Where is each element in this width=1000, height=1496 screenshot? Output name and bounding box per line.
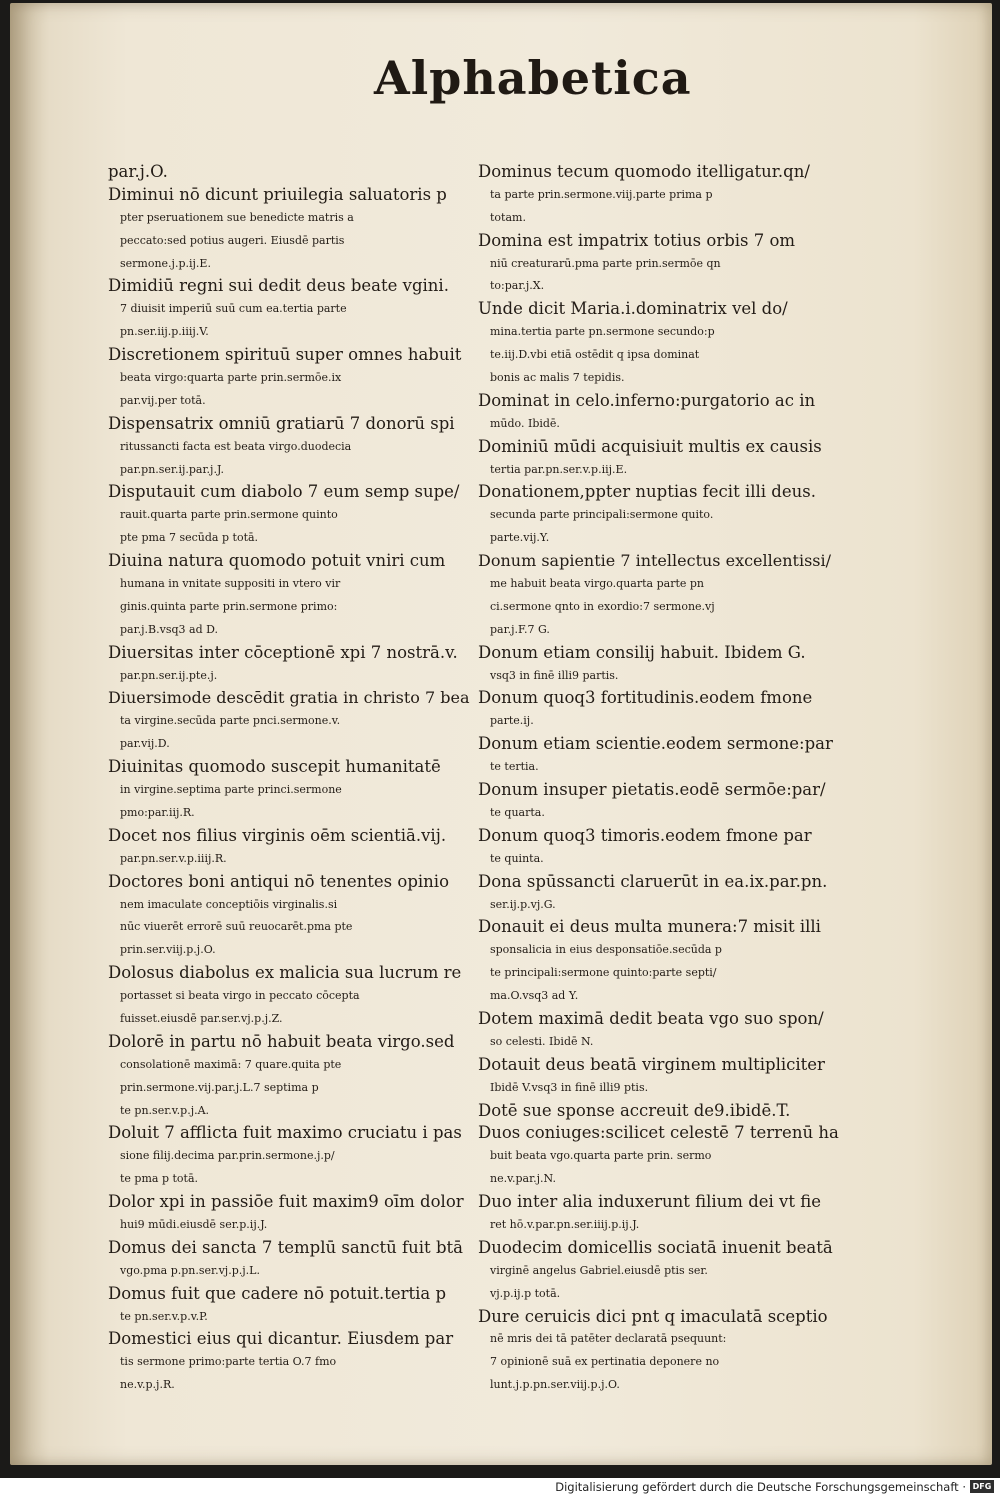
entry-continuation: te pn.ser.v.p.j.A. bbox=[120, 1103, 210, 1117]
entry-headline: Duos coniuges:scilicet celestē 7 terrenū ha bbox=[478, 1123, 839, 1143]
index-entry bbox=[478, 779, 840, 825]
entry-headline: Unde dicit Maria.i.dominatrix vel do/ bbox=[478, 299, 788, 319]
entry-continuation: par.pn.ser.ij.pte.j. bbox=[120, 668, 218, 682]
index-entry bbox=[478, 1306, 840, 1398]
entry-continuation: beata virgo:quarta parte prin.sermōe.ix bbox=[120, 371, 342, 385]
entry-headline: Dure ceruicis dici pnt q imaculatā sceptio bbox=[478, 1306, 828, 1326]
entry-continuation: prin.sermone.vij.par.j.L.7 septima p bbox=[120, 1080, 319, 1094]
entry-continuation: ma.O.vsq3 ad Y. bbox=[490, 989, 579, 1003]
entry-continuation: tertia par.pn.ser.v.p.iij.E. bbox=[490, 462, 628, 476]
entry-continuation: ret hō.v.par.pn.ser.iiij.p.ij.J. bbox=[490, 1217, 640, 1231]
entry-continuation: peccato:sed potius augeri. Eiusdē partis bbox=[120, 233, 345, 247]
entry-headline: Discretionem spirituū super omnes habuit bbox=[108, 345, 462, 365]
entry-headline: Dolosus diabolus ex malicia sua lucrum re bbox=[108, 963, 462, 983]
entry-headline: Dotem maximā dedit beata vgo suo spon/ bbox=[478, 1008, 824, 1028]
entry-continuation: bonis ac malis 7 tepidis. bbox=[490, 371, 625, 385]
entry-headline: Dispensatrix omniū gratiarū 7 donorū spi bbox=[108, 413, 455, 433]
entry-continuation: nūc viuerēt errorē suū reuocarēt.pma pte bbox=[120, 920, 353, 934]
index-entry bbox=[478, 298, 840, 390]
entry-continuation: ser.ij.p.vj.G. bbox=[490, 897, 556, 911]
index-entry bbox=[478, 687, 840, 733]
entry-continuation: secunda parte principali:sermone quito. bbox=[490, 508, 714, 522]
entry-continuation: buit beata vgo.quarta parte prin. sermo bbox=[490, 1149, 712, 1163]
entry-continuation: virginē angelus Gabriel.eiusdē ptis ser. bbox=[490, 1263, 708, 1277]
index-entry bbox=[108, 275, 470, 344]
entry-continuation: te quinta. bbox=[490, 851, 544, 865]
entry-continuation: 7 diuisit imperiū suū cum ea.tertia parte bbox=[120, 302, 347, 316]
left-column bbox=[108, 161, 470, 1397]
index-entry bbox=[478, 1237, 840, 1306]
footer-bar bbox=[0, 1478, 1000, 1496]
entry-continuation: pter pseruationem sue benedicte matris a bbox=[120, 210, 354, 224]
entry-continuation: consolationē maximā: 7 quare.quita pte bbox=[120, 1057, 342, 1071]
entry-continuation: hui9 mūdi.eiusdē ser.p.ij.J. bbox=[120, 1217, 268, 1231]
index-entry bbox=[478, 1122, 840, 1191]
index-entry bbox=[478, 916, 840, 1008]
entry-continuation: par.j.F.7 G. bbox=[490, 622, 550, 636]
entry-headline: Disputauit cum diabolo 7 eum semp supe/ bbox=[108, 482, 460, 502]
index-entry bbox=[478, 825, 840, 871]
entry-continuation: portasset si beata virgo in peccato cōcepta bbox=[120, 989, 360, 1003]
entry-headline: Donum etiam scientie.eodem sermone:par bbox=[478, 734, 833, 754]
entry-continuation: vgo.pma p.pn.ser.vj.p.j.L. bbox=[120, 1263, 260, 1277]
entry-continuation: par.pn.ser.v.p.iiij.R. bbox=[120, 851, 227, 865]
entry-continuation: par.j.B.vsq3 ad D. bbox=[120, 622, 219, 636]
index-entry bbox=[478, 390, 840, 436]
entry-headline: Diuina natura quomodo potuit vniri cum bbox=[108, 551, 446, 571]
right-column bbox=[478, 161, 840, 1397]
entry-headline: Donum quoq3 timoris.eodem fmone par bbox=[478, 825, 812, 845]
entry-continuation: vj.p.ij.p totā. bbox=[490, 1286, 561, 1300]
entry-continuation: sermone.j.p.ij.E. bbox=[120, 256, 211, 270]
entry-headline: Duo inter alia induxerunt filium dei vt fie bbox=[478, 1192, 822, 1212]
entry-continuation: te tertia. bbox=[490, 760, 539, 774]
entry-continuation: te quarta. bbox=[490, 805, 545, 819]
index-entry bbox=[478, 1008, 840, 1054]
index-entry bbox=[108, 1237, 470, 1283]
entry-continuation: pmo:par.iij.R. bbox=[120, 805, 195, 819]
entry-continuation: fuisset.eiusdē par.ser.vj.p.j.Z. bbox=[120, 1011, 283, 1025]
index-entry bbox=[108, 550, 470, 642]
entry-continuation: so celesti. Ibidē N. bbox=[490, 1034, 594, 1048]
entry-headline: Domina est impatrix totius orbis 7 om bbox=[478, 230, 796, 250]
entry-headline: Donum quoq3 fortitudinis.eodem fmone bbox=[478, 688, 813, 708]
entry-headline: Diuersitas inter cōceptionē xpi 7 nostrā.v. bbox=[108, 642, 458, 662]
entry-continuation: me habuit beata virgo.quarta parte pn bbox=[490, 577, 705, 591]
index-entry bbox=[108, 871, 470, 963]
entry-headline: Dominat in celo.inferno:purgatorio ac in bbox=[478, 390, 816, 410]
entry-headline: Diuinitas quomodo suscepit humanitatē bbox=[108, 757, 441, 777]
entry-continuation: nem imaculate conceptiōis virginalis.si bbox=[120, 897, 338, 911]
index-entry bbox=[478, 230, 840, 299]
entry-headline: Diminui nō dicunt priuilegia saluatoris p bbox=[108, 184, 447, 204]
entry-continuation: to:par.j.X. bbox=[490, 279, 545, 293]
index-entry bbox=[478, 436, 840, 482]
entry-continuation: par.pn.ser.ij.par.j.J. bbox=[120, 462, 225, 476]
index-entry bbox=[478, 1191, 840, 1237]
dfg-logo-icon: DFG bbox=[970, 1480, 994, 1493]
index-entry bbox=[478, 161, 840, 230]
entry-headline: Donum etiam consilij habuit. Ibidem G. bbox=[478, 642, 806, 662]
entry-headline: Dolorē in partu nō habuit beata virgo.sed bbox=[108, 1031, 455, 1051]
entry-continuation: in virgine.septima parte princi.sermone bbox=[120, 783, 342, 797]
entry-continuation: ta virgine.secūda parte pnci.sermone.v. bbox=[120, 714, 341, 728]
funding-credit: Digitalisierung gefördert durch die Deutsche Forschungsgemeinschaft · bbox=[555, 1480, 966, 1494]
entry-continuation: humana in vnitate suppositi in vtero vir bbox=[120, 577, 341, 591]
entry-continuation: par.vij.D. bbox=[120, 737, 170, 751]
entry-headline: par.j.O. bbox=[108, 162, 168, 181]
index-entry bbox=[108, 1191, 470, 1237]
entry-headline: Diuersimode descēdit gratia in christo 7 bea bbox=[108, 688, 470, 708]
entry-headline: Dolor xpi in passiōe fuit maxim9 oīm dolor bbox=[108, 1192, 464, 1212]
index-entry bbox=[478, 1054, 840, 1100]
entry-continuation: totam. bbox=[490, 210, 526, 224]
index-entry bbox=[108, 161, 470, 184]
index-entry bbox=[108, 1283, 470, 1329]
index-entry bbox=[108, 184, 470, 276]
entry-continuation: tis sermone primo:parte tertia O.7 fmo bbox=[120, 1355, 337, 1369]
entry-continuation: ritussancti facta est beata virgo.duodecia bbox=[120, 439, 352, 453]
entry-headline: Doctores boni antiqui nō tenentes opinio bbox=[108, 871, 449, 891]
book-page bbox=[10, 3, 992, 1465]
index-entry bbox=[478, 871, 840, 917]
index-entry bbox=[108, 687, 470, 756]
entry-continuation: vsq3 in finē illi9 partis. bbox=[490, 668, 619, 682]
entry-continuation: ci.sermone qnto in exordio:7 sermone.vj bbox=[490, 599, 715, 613]
entry-headline: Dotauit deus beatā virginem multipliciter bbox=[478, 1054, 825, 1074]
entry-continuation: ne.v.par.j.N. bbox=[490, 1172, 556, 1186]
entry-continuation: pn.ser.iij.p.iiij.V. bbox=[120, 325, 209, 339]
entry-continuation: mina.tertia parte pn.sermone secundo:p bbox=[490, 325, 715, 339]
index-entry bbox=[108, 413, 470, 482]
index-entry bbox=[108, 344, 470, 413]
entry-continuation: parte.ij. bbox=[490, 714, 534, 728]
entry-headline: Donauit ei deus multa munera:7 misit illi bbox=[478, 917, 821, 937]
index-entry bbox=[108, 756, 470, 825]
entry-continuation: parte.vij.Y. bbox=[490, 531, 550, 545]
entry-headline: Donum insuper pietatis.eodē sermōe:par/ bbox=[478, 780, 826, 800]
entry-continuation: nē mris dei tā patēter declaratā psequunt: bbox=[490, 1332, 727, 1346]
index-entry bbox=[108, 1031, 470, 1123]
index-entry bbox=[478, 733, 840, 779]
entry-headline: Domus fuit que cadere nō potuit.tertia p bbox=[108, 1283, 447, 1303]
entry-headline: Dominus tecum quomodo itelligatur.qn/ bbox=[478, 162, 810, 181]
entry-continuation: pte pma 7 secūda p totā. bbox=[120, 531, 259, 545]
entry-continuation: ne.v.p.j.R. bbox=[120, 1378, 175, 1392]
entry-continuation: te pn.ser.v.p.v.P. bbox=[120, 1309, 208, 1323]
index-entry bbox=[108, 481, 470, 550]
index-entry bbox=[108, 1122, 470, 1191]
index-entry bbox=[108, 962, 470, 1031]
entry-continuation: sione filij.decima par.prin.sermone.j.p/ bbox=[120, 1149, 335, 1163]
entry-continuation: mūdo. Ibidē. bbox=[490, 416, 560, 430]
entry-headline: Dotē sue sponse accreuit de9.ibidē.T. bbox=[478, 1100, 791, 1120]
index-entry bbox=[108, 642, 470, 688]
entry-continuation: Ibidē V.vsq3 in finē illi9 ptis. bbox=[490, 1080, 649, 1094]
index-entry bbox=[108, 825, 470, 871]
entry-headline: Donum sapientie 7 intellectus excellentissi/ bbox=[478, 551, 831, 571]
entry-headline: Donationem,ppter nuptias fecit illi deus. bbox=[478, 482, 816, 502]
entry-headline: Duodecim domicellis sociatā inuenit beatā bbox=[478, 1237, 833, 1257]
entry-continuation: te pma p totā. bbox=[120, 1172, 199, 1186]
running-head: Alphabetica bbox=[374, 51, 692, 105]
entry-continuation: lunt.j.p.pn.ser.viij.p.j.O. bbox=[490, 1378, 620, 1392]
entry-continuation: ginis.quinta parte prin.sermone primo: bbox=[120, 599, 338, 613]
entry-headline: Domus dei sancta 7 templū sanctū fuit btā bbox=[108, 1237, 463, 1257]
entry-continuation: ta parte prin.sermone.viij.parte prima p bbox=[490, 187, 713, 201]
entry-headline: Domestici eius qui dicantur. Eiusdem par bbox=[108, 1329, 454, 1349]
index-entry bbox=[478, 642, 840, 688]
entry-continuation: 7 opinionē suā ex pertinatia deponere no bbox=[490, 1355, 720, 1369]
entry-continuation: rauit.quarta parte prin.sermone quinto bbox=[120, 508, 338, 522]
entry-headline: Docet nos filius virginis oēm scientiā.vij. bbox=[108, 825, 447, 845]
entry-headline: Doluit 7 afflicta fuit maximo cruciatu i pas bbox=[108, 1123, 462, 1143]
index-entry bbox=[478, 550, 840, 642]
entry-headline: Dona spūssancti claruerūt in ea.ix.par.pn. bbox=[478, 871, 828, 891]
index-entry bbox=[478, 481, 840, 550]
index-entry bbox=[478, 1100, 840, 1123]
entry-continuation: prin.ser.viij.p.j.O. bbox=[120, 943, 216, 957]
entry-headline: Dimidiū regni sui dedit deus beate vgini. bbox=[108, 276, 449, 296]
entry-continuation: te principali:sermone quinto:parte septi/ bbox=[490, 966, 717, 980]
entry-headline: Dominiū mūdi acquisiuit multis ex causis bbox=[478, 436, 822, 456]
entry-continuation: niū creaturarū.pma parte prin.sermōe qn bbox=[490, 256, 721, 270]
entry-continuation: par.vij.per totā. bbox=[120, 393, 206, 407]
entry-continuation: sponsalicia in eius desponsatiōe.secūda p bbox=[490, 943, 722, 957]
index-entry bbox=[108, 1328, 470, 1397]
entry-continuation: te.iij.D.vbi etiā ostēdit q ipsa dominat bbox=[490, 348, 700, 362]
